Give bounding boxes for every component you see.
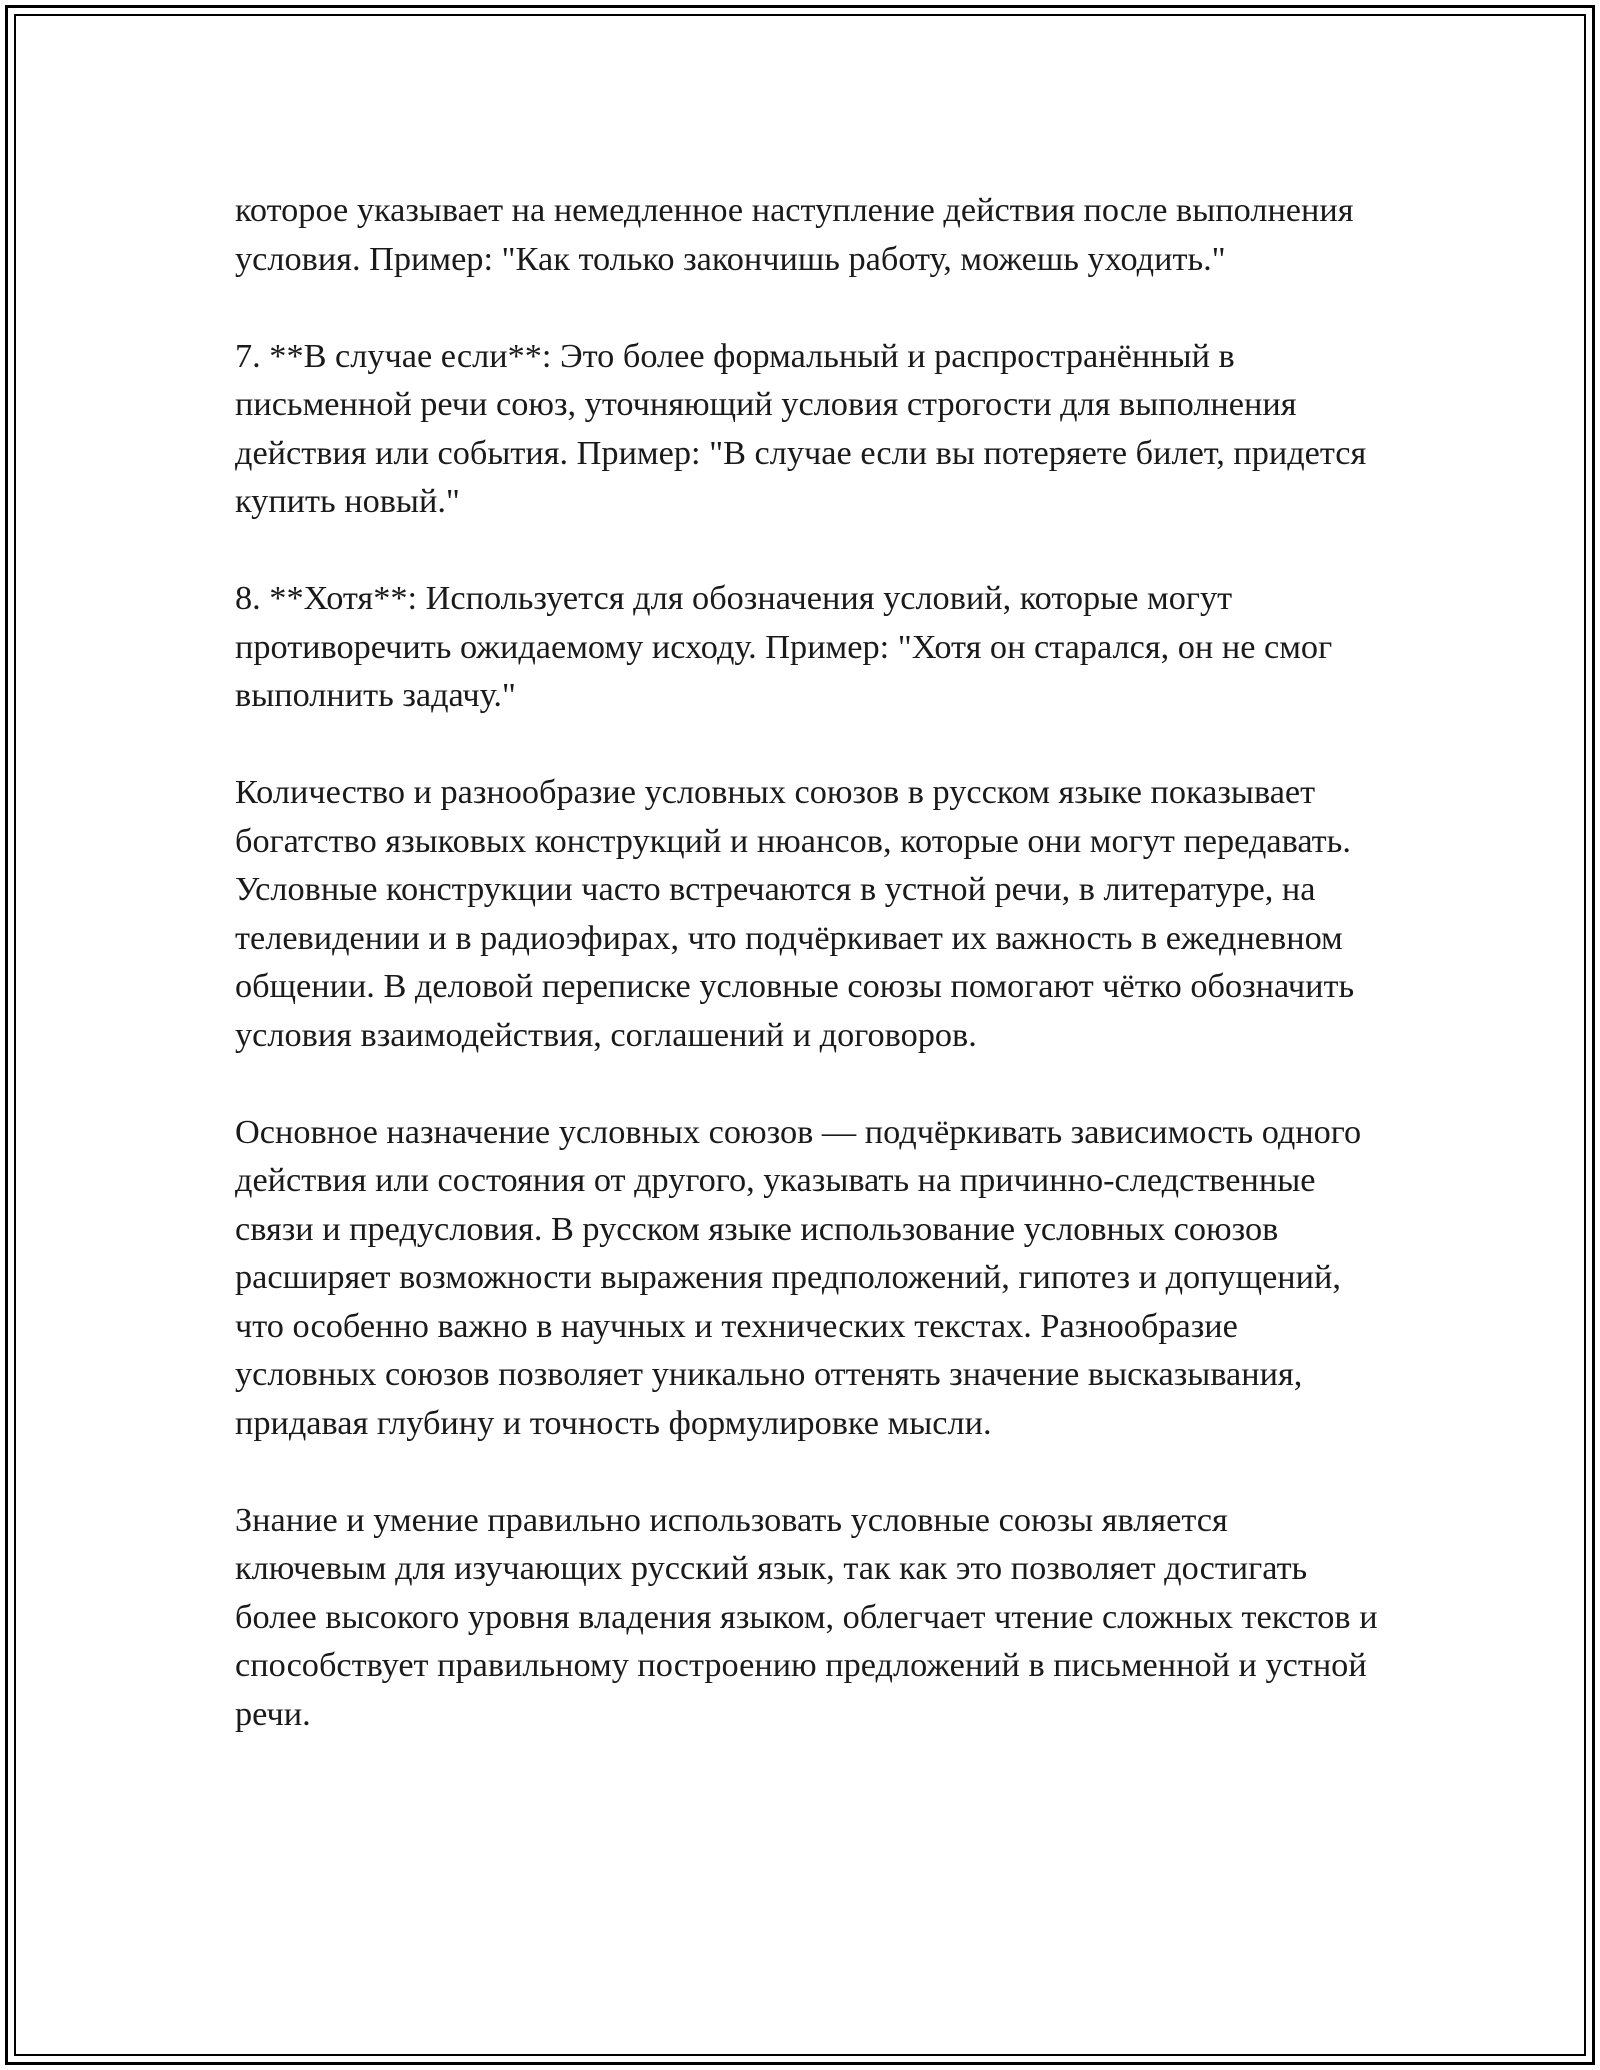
paragraph-item-7: 7. **В случае если**: Это более формальный и распространённый в письменной речи союз, уточняющий условия строгости для выполнения действия или события. Пример: "В случае если вы потеряете билет, придется купить новый." — [235, 336, 1367, 520]
paragraph-conclusion: Знание и умение правильно использовать условные союзы является ключевым для изучающих русский язык, так как это позволяет достигать более высокого уровня владения языком, облегчает чтение сложных текстов и способствует правильному построению предложений в письменной и устной речи. — [235, 1500, 1378, 1733]
paragraph-purpose: Основное назначение условных союзов — подчёркивать зависимость одного действия или состояния от другого, указывать на причинно-следственные связи и предусловия. В русском языке использование условных союзов расширяет возможности выражения предположений, гипотез и допущений, что особенно важно в научных и технических текстах. Разнообразие условных союзов позволяет уникально оттенять значение высказывания, придавая глубину и точность формулировке мысли. — [235, 1112, 1362, 1442]
paragraph-item-8: 8. **Хотя**: Используется для обозначения условий, которые могут противоречить ожидаемому исходу. Пример: "Хотя он старался, он не смог выполнить задачу." — [235, 579, 1333, 714]
paragraph-variety: Количество и разнообразие условных союзов в русском языке показывает богатство языковых конструкций и нюансов, которые они могут передавать. Условные конструкции часто встречаются в устной речи, в литературе, на телевидении и в радиоэфирах, что подчёркивает их важность в ежедневном общении. В деловой переписке условные союзы помогают чётко обозначить условия взаимодействия, соглашений и договоров. — [235, 773, 1355, 1054]
document-body — [235, 186, 1380, 1738]
paragraph-continuation: которое указывает на немедленное наступление действия после выполнения условия. Пример: "Как только закончишь работу, можешь уходить." — [235, 191, 1354, 278]
